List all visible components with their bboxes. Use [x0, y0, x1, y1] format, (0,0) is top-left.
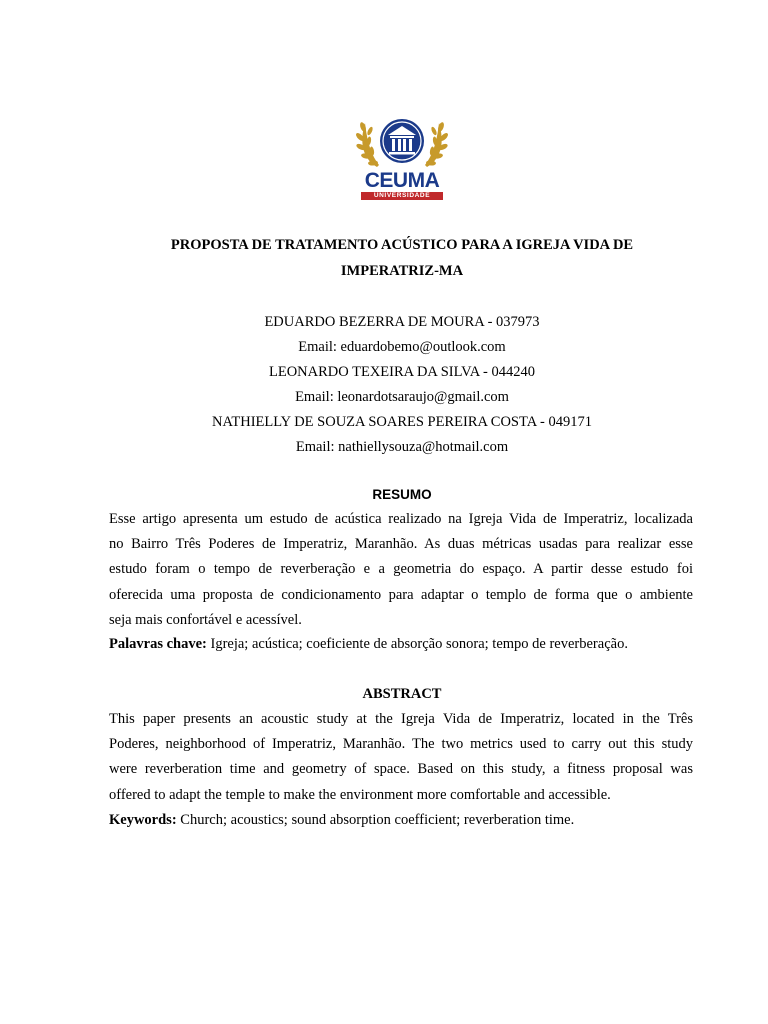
laurel-building-emblem-icon	[355, 113, 449, 173]
author-email: Email: nathiellysouza@hotmail.com	[295, 439, 509, 455]
resumo-line: estudo foram o tempo de reverberação e a geometria do espaço. A partir desse estudo foi	[109, 561, 693, 578]
author-name: LEONARDO TEXEIRA DA SILVA - 044240	[269, 364, 535, 380]
resumo-heading: RESUMO	[372, 487, 432, 502]
resumo-keywords	[109, 632, 709, 657]
keywords-label: Keywords:	[109, 812, 177, 828]
title-line-1: PROPOSTA DE TRATAMENTO ACÚSTICO PARA A IGREJA VIDA DE	[170, 237, 634, 253]
author-email: Email: leonardotsaraujo@gmail.com	[295, 389, 509, 405]
keywords-text: Igreja; acústica; coeficiente de absorção sonora; tempo de reverberação.	[206, 636, 628, 652]
abstract-line: were reverberation time and geometry of space. Based on this study, a fitness proposal was	[109, 761, 693, 778]
author-email: Email: eduardobemo@outlook.com	[298, 339, 506, 355]
resumo-line: oferecida uma proposta de condicionamento para adaptar o templo de forma que o ambiente	[109, 586, 693, 603]
resumo-line: Esse artigo apresenta um estudo de acústica realizado na Igreja Vida de Imperatriz, localizada	[109, 511, 693, 527]
logo-subtitle: UNIVERSIDADE	[361, 192, 443, 200]
abstract-line: offered to adapt the temple to make the environment more comfortable and accessible.	[109, 786, 611, 803]
keywords-label: Palavras chave:	[109, 636, 207, 652]
paper-title	[100, 232, 704, 284]
abstract-body	[109, 707, 693, 808]
resumo-line: seja mais confortável e acessível.	[109, 611, 302, 628]
abstract-line: This paper presents an acoustic study at the Igreja Vida de Imperatriz, located in the Três	[109, 711, 693, 727]
abstract-line: Poderes, neighborhood of Imperatriz, Maranhão. The two metrics used to carry out this study	[109, 736, 693, 753]
author-name: EDUARDO BEZERRA DE MOURA - 037973	[264, 314, 540, 330]
resumo-line: no Bairro Três Poderes de Imperatriz, Maranhão. As duas métricas usadas para realizar esse	[109, 536, 693, 553]
keywords-text: Church; acoustics; sound absorption coefficient; reverberation time.	[176, 812, 575, 828]
resumo-body	[109, 507, 693, 633]
title-line-2: IMPERATRIZ-MA	[340, 263, 464, 279]
abstract-heading: ABSTRACT	[362, 686, 442, 702]
author-list	[100, 310, 704, 460]
abstract-keywords	[109, 808, 709, 833]
logo-wordmark: CEUMA	[364, 169, 440, 192]
university-logo	[355, 113, 449, 201]
author-name: NATHIELLY DE SOUZA SOARES PEREIRA COSTA - 049171	[212, 414, 592, 430]
